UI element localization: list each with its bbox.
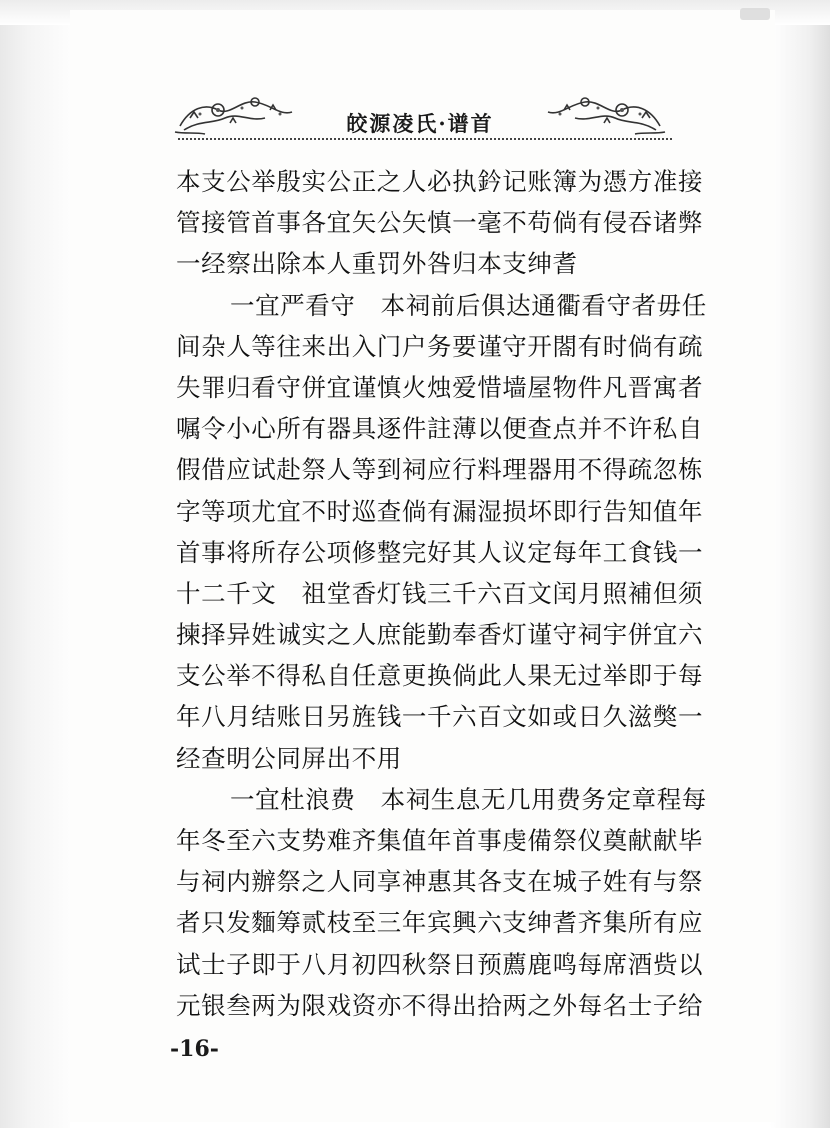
header-rule [178, 138, 672, 140]
text-line: 一经察出除本人重罚外咎归本支绅耆 [176, 249, 578, 279]
text-line: 本支公举殷实公正之人必执鈐记账簿为憑方准接 [176, 167, 704, 196]
text-line-section-start: 一宜杜浪费 本祠生息无几用费务定章程每 [230, 784, 707, 814]
scan-shadow-right [770, 0, 830, 1128]
text-line: 间杂人等往来出入门户务要谨守开閤有时倘有疏 [176, 331, 704, 361]
text-line: 十二千文 祖堂香灯钱三千六百文闰月照補但须 [176, 578, 704, 608]
text-line: 字等项尤宜不时巡查倘有漏湿损坏即行告知值年 [176, 496, 704, 526]
text-line: 者只发麵筹贰枝至三年宾興六支绅耆齐集所有应 [176, 908, 704, 938]
text-line: 管接管首事各宜矢公矢慎一毫不苟倘有侵吞诸弊 [176, 208, 704, 238]
body-text [176, 161, 706, 1026]
text-line: 首事将所存公项修整完好其人议定每年工食钱一 [176, 537, 704, 567]
text-line: 元银叁两为限戏资亦不得出拾两之外每名士子给 [176, 990, 704, 1020]
page-header [170, 88, 670, 142]
scan-corner-mark [740, 8, 770, 20]
dragon-ornament-right-icon [540, 88, 670, 138]
text-line: 与祠内辦祭之人同享神惠其各支在城子姓有与祭 [176, 867, 704, 897]
text-line: 假借应试赴祭人等到祠应行料理器用不得疏忽栋 [176, 455, 704, 485]
text-line: 支公举不得私自任意更换倘此人果无过举即于每 [176, 661, 704, 691]
text-line: 嘱令小心所有器具逐件註薄以便查点并不许私自 [176, 414, 704, 444]
scan-shadow-left [0, 0, 70, 1128]
page-number: -16- [170, 1036, 219, 1062]
header-title: 皎源凌氏·谱首 [346, 111, 494, 136]
text-line: 揀择异姓诚实之人庶能勤奉香灯谨守祠宇併宜六 [176, 620, 704, 650]
text-line: 年八月结账日另旌钱一千六百文如或日久滋獘一 [176, 702, 704, 732]
text-line: 经查明公同屏出不用 [176, 743, 402, 773]
text-line-section-start: 一宜严看守 本祠前后俱达通衢看守者毋任 [230, 290, 707, 320]
text-line: 失罪归看守併宜谨慎火烛爱惜墙屋物件凡晋寓者 [176, 372, 704, 402]
text-line: 年冬至六支势难齐集值年首事虔備祭仪奠献献毕 [176, 826, 704, 855]
text-line: 试士子即于八月初四秋祭日预薦鹿鸣每席酒赀以 [176, 949, 704, 979]
